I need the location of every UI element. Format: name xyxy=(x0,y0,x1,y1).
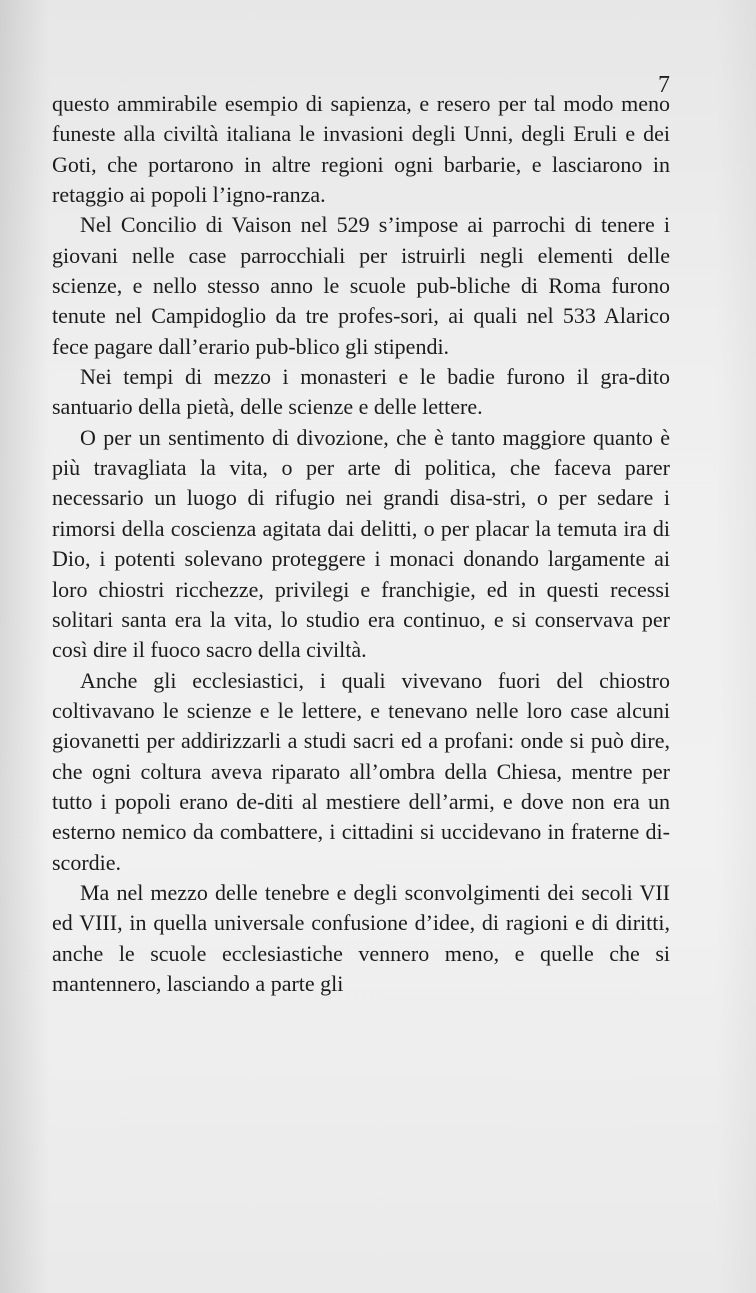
paragraph-3: Nei tempi di mezzo i monasteri e le badie furono il gra-dito santuario della pietà, delle scienze e delle lettere. xyxy=(52,364,670,420)
paragraph-1: questo ammirabile esempio di sapienza, e resero per tal modo meno funeste alla civiltà italiana le invasioni degli Unni, degli Eruli e dei Goti, che portarono in altre regioni ogni barbarie, e lasciarono in retaggio ai popoli l’igno-ranza. xyxy=(52,91,670,208)
paragraph-5: Anche gli ecclesiastici, i quali vivevano fuori del chiostro coltivavano le scienze e le lettere, e tenevano nelle loro case alcuni giovanetti per addirizzarli a studi sacri ed a profani: onde si può dire, che ogni coltura aveva riparato all’ombra della Chiesa, mentre per tutto i popoli erano de-diti al mestiere dell’armi, e dove non era un esterno nemico da combattere, i cittadini si uccidevano in fraterne di-scordie. xyxy=(52,667,670,875)
paragraph-2: Nel Concilio di Vaison nel 529 s’impose ai parrochi di tenere i giovani nelle case parrocchiali per istruirli negli elementi delle scienze, e nello stesso anno le scuole pub-bliche di Roma furono tenute nel Campidoglio da tre profes-sori, ai quali nel 533 Alarico fece pagare dall’erario pub-blico gli stipendi. xyxy=(52,212,670,359)
edge-shadow xyxy=(716,0,756,1293)
paragraph-4: O per un sentimento di divozione, che è tanto maggiore quanto è più travagliata la vita, o per arte di politica, che faceva parer necessario un luogo di rifugio nei grandi disa-stri, o per sedare i rimorsi della coscienza agitata dai delitti, o per placar la temuta ira di Dio, i potenti solevano proteggere i monaci donando largamente ai loro chiostri ricchezze, privilegi e franchigie, ed in questi recessi solitari santa era la vita, lo studio era continuo, e si conservava per così dire il fuoco sacro della civiltà. xyxy=(52,424,670,663)
page-number: 7 xyxy=(658,72,670,98)
spine-shadow xyxy=(0,0,50,1293)
paragraph-6: Ma nel mezzo delle tenebre e degli sconvolgimenti dei secoli VII ed VIII, in quella universale confusione d’idee, di ragioni e di diritti, anche le scuole ecclesiastiche vennero meno, e quelle che si mantennero, lasciando a parte gli xyxy=(52,879,670,996)
body-text xyxy=(52,89,670,999)
